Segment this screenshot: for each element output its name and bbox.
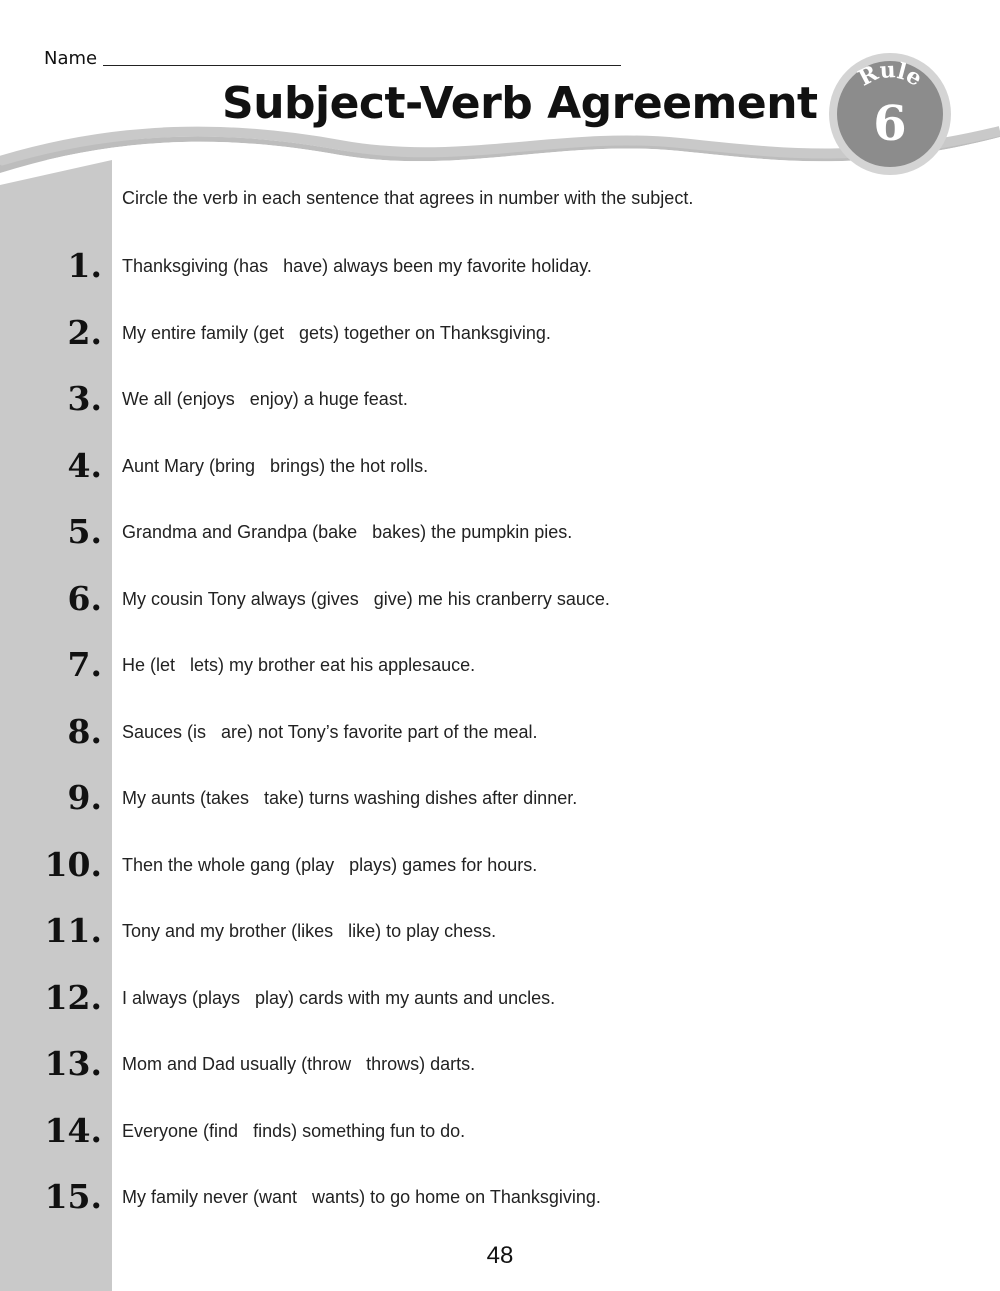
exercise-item — [0, 1177, 1000, 1217]
exercise-item — [0, 911, 1000, 951]
item-number: 5. — [67, 512, 102, 551]
exercise-item — [0, 845, 1000, 885]
exercise-item — [0, 645, 1000, 685]
item-number: 4. — [67, 445, 102, 485]
item-number: 10. — [44, 844, 102, 884]
item-number: 6. — [67, 578, 102, 618]
exercise-item — [0, 978, 1000, 1018]
exercise-item — [0, 446, 1000, 486]
name-row — [44, 48, 621, 69]
exercise-item — [0, 778, 1000, 818]
item-number: 11. — [44, 911, 102, 950]
page-title: Subject-Verb Agreement — [222, 78, 818, 129]
item-sentence[interactable]: My entire family (get gets) together on Thanksgiving. — [122, 322, 551, 343]
item-sentence[interactable]: I always (plays play) cards with my aunts and uncles. — [122, 987, 556, 1008]
item-number: 7. — [67, 645, 102, 684]
item-sentence[interactable]: My family never (want wants) to go home on Thanksgiving. — [122, 1187, 601, 1207]
name-label: Name — [44, 48, 98, 69]
item-number: 2. — [67, 312, 102, 352]
item-sentence[interactable]: Grandma and Grandpa (bake bakes) the pumpkin pies. — [122, 522, 573, 542]
name-blank-line — [103, 65, 621, 66]
exercise-item — [0, 579, 1000, 619]
item-sentence[interactable]: Everyone (find finds) something fun to do. — [122, 1120, 466, 1141]
rule-badge-number: 6 — [873, 96, 907, 152]
page-number: 48 — [486, 1242, 514, 1269]
item-number: 1. — [67, 246, 102, 285]
item-sentence[interactable]: Mom and Dad usually (throw throws) darts. — [122, 1054, 476, 1074]
exercise-item — [0, 246, 1000, 286]
instructions: Circle the verb in each sentence that agrees in number with the subject. — [122, 188, 694, 208]
item-number: 12. — [44, 977, 102, 1017]
exercise-item — [0, 712, 1000, 752]
item-number: 3. — [67, 379, 102, 418]
item-sentence[interactable]: Sauces (is are) not Tony’s favorite part of the meal. — [122, 721, 538, 742]
item-sentence[interactable]: Thanksgiving (has have) always been my favorite holiday. — [122, 256, 592, 276]
item-sentence[interactable]: He (let lets) my brother eat his applesauce. — [122, 655, 476, 675]
item-number: 14. — [44, 1110, 102, 1150]
exercise-item — [0, 1044, 1000, 1084]
item-number: 9. — [67, 778, 102, 817]
exercise-item — [0, 379, 1000, 419]
item-number: 15. — [44, 1177, 102, 1216]
exercise-item — [0, 512, 1000, 552]
exercise-item — [0, 313, 1000, 353]
rule-badge — [828, 52, 952, 176]
exercise-item — [0, 1111, 1000, 1151]
item-sentence[interactable]: Tony and my brother (likes like) to play chess. — [122, 921, 497, 941]
item-number: 13. — [44, 1044, 102, 1083]
item-sentence[interactable]: We all (enjoys enjoy) a huge feast. — [122, 389, 408, 409]
item-number: 8. — [67, 711, 102, 751]
item-sentence[interactable]: Aunt Mary (bring brings) the hot rolls. — [122, 455, 429, 476]
rule-badge-word: Rule — [854, 57, 927, 92]
item-sentence[interactable]: My aunts (takes take) turns washing dishes after dinner. — [122, 788, 578, 808]
item-sentence[interactable]: My cousin Tony always (gives give) me his cranberry sauce. — [122, 588, 610, 609]
item-sentence[interactable]: Then the whole gang (play plays) games for hours. — [122, 854, 538, 875]
